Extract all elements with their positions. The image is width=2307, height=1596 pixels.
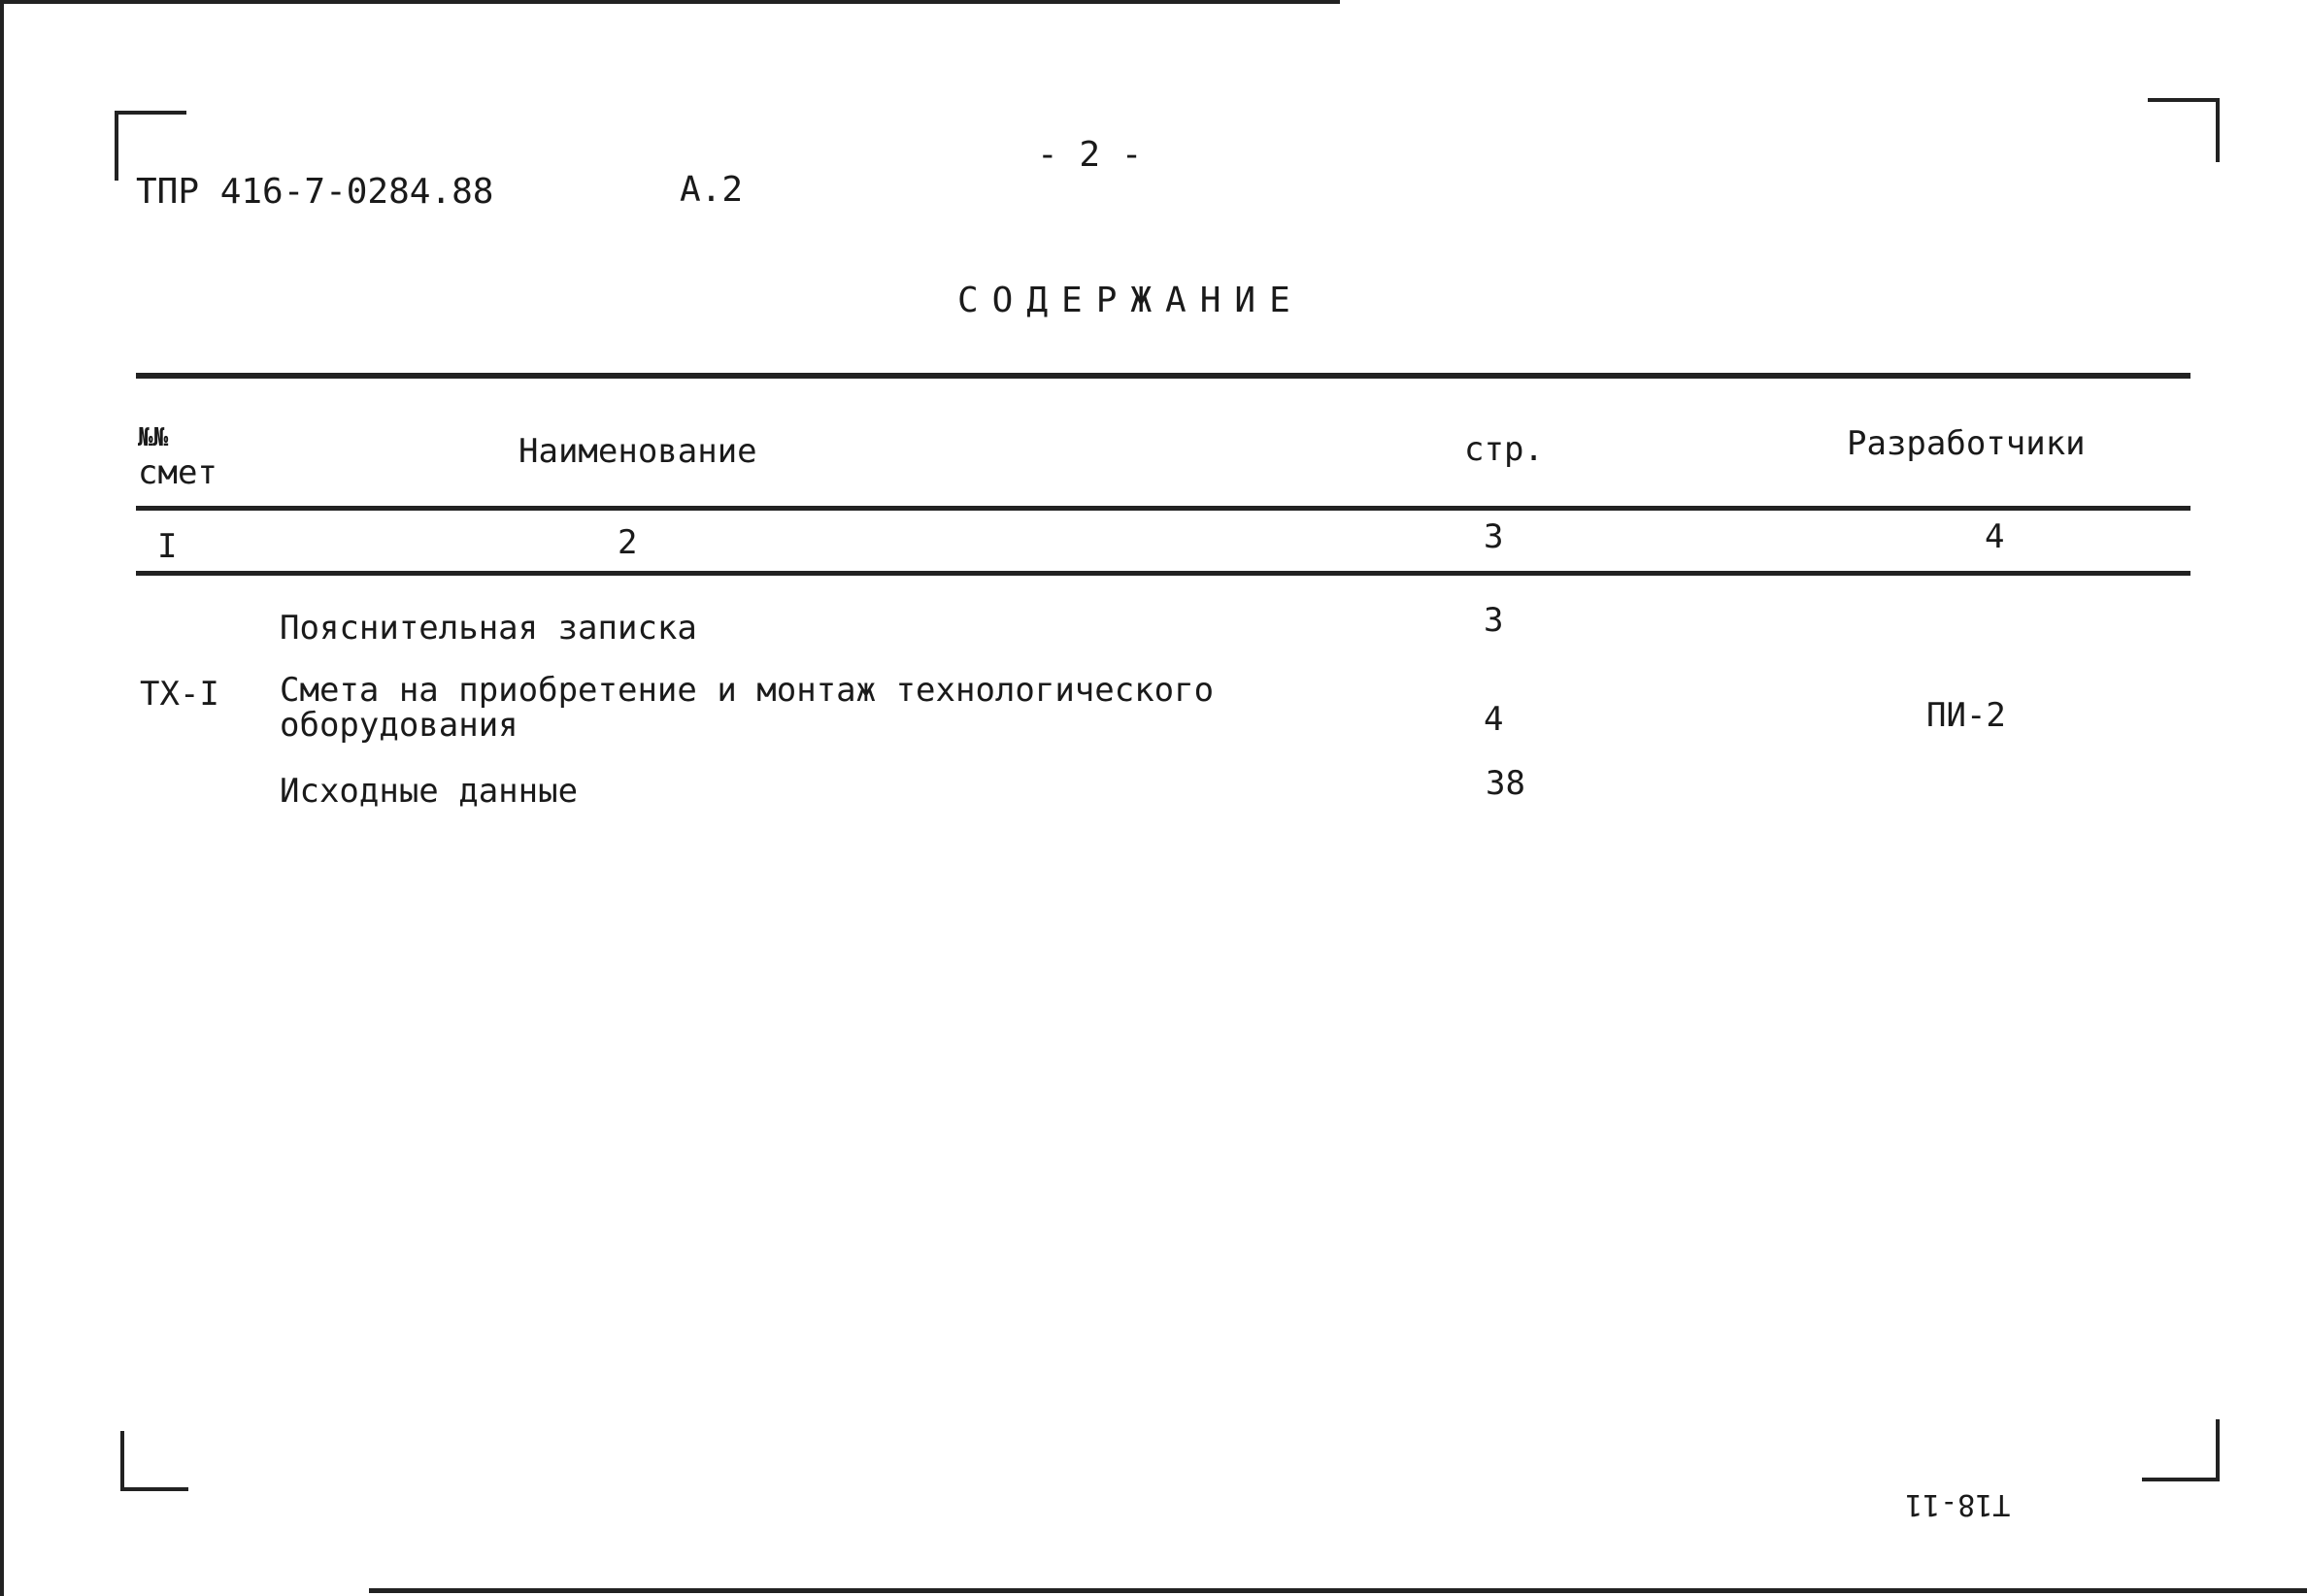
column-header-estimate-word: смет [138, 453, 217, 492]
table-row-name: Пояснительная записка [280, 609, 697, 648]
sheet-format: А.2 [680, 170, 744, 210]
corner-mark-bottom-left [120, 1431, 188, 1491]
document-code: ТПР 416-7-0284.88 [136, 172, 494, 212]
table-row-name: Исходные данные [280, 772, 579, 811]
table-row-code: ТХ-I [140, 675, 219, 714]
table-row-name: Смета на приобретение и монтаж технологического [280, 671, 1215, 710]
table-top-rule [136, 373, 2190, 379]
column-header-estimate-number: №№ [138, 423, 169, 452]
archive-stamp: Т18-11 [1905, 1487, 2011, 1521]
column-index-4: 4 [1985, 517, 2005, 556]
column-index-3: 3 [1484, 517, 1504, 556]
table-row-name-continued: оборудования [280, 706, 518, 745]
table-header-rule [136, 506, 2190, 511]
column-header-developers: Разработчики [1847, 424, 2086, 463]
table-row-page: 4 [1484, 700, 1504, 739]
column-header-name: Наименование [518, 432, 757, 471]
table-row-developer: ПИ-2 [1926, 696, 2006, 735]
scan-edge-bottom [369, 1588, 2307, 1593]
corner-mark-bottom-right [2142, 1419, 2220, 1481]
column-index-2: 2 [618, 523, 638, 562]
table-row-page: 3 [1484, 601, 1504, 640]
table-row-page: 38 [1486, 764, 1525, 803]
scan-edge-left [0, 0, 4, 1596]
corner-mark-top-left [115, 111, 186, 181]
page-number: - 2 - [1037, 135, 1143, 175]
page-title: СОДЕРЖАНИЕ [957, 281, 1304, 320]
scan-edge-top [0, 0, 1340, 4]
column-header-page: стр. [1464, 430, 1544, 469]
table-index-rule [136, 571, 2190, 576]
column-index-1: I [157, 527, 178, 566]
corner-mark-top-right [2148, 98, 2220, 162]
